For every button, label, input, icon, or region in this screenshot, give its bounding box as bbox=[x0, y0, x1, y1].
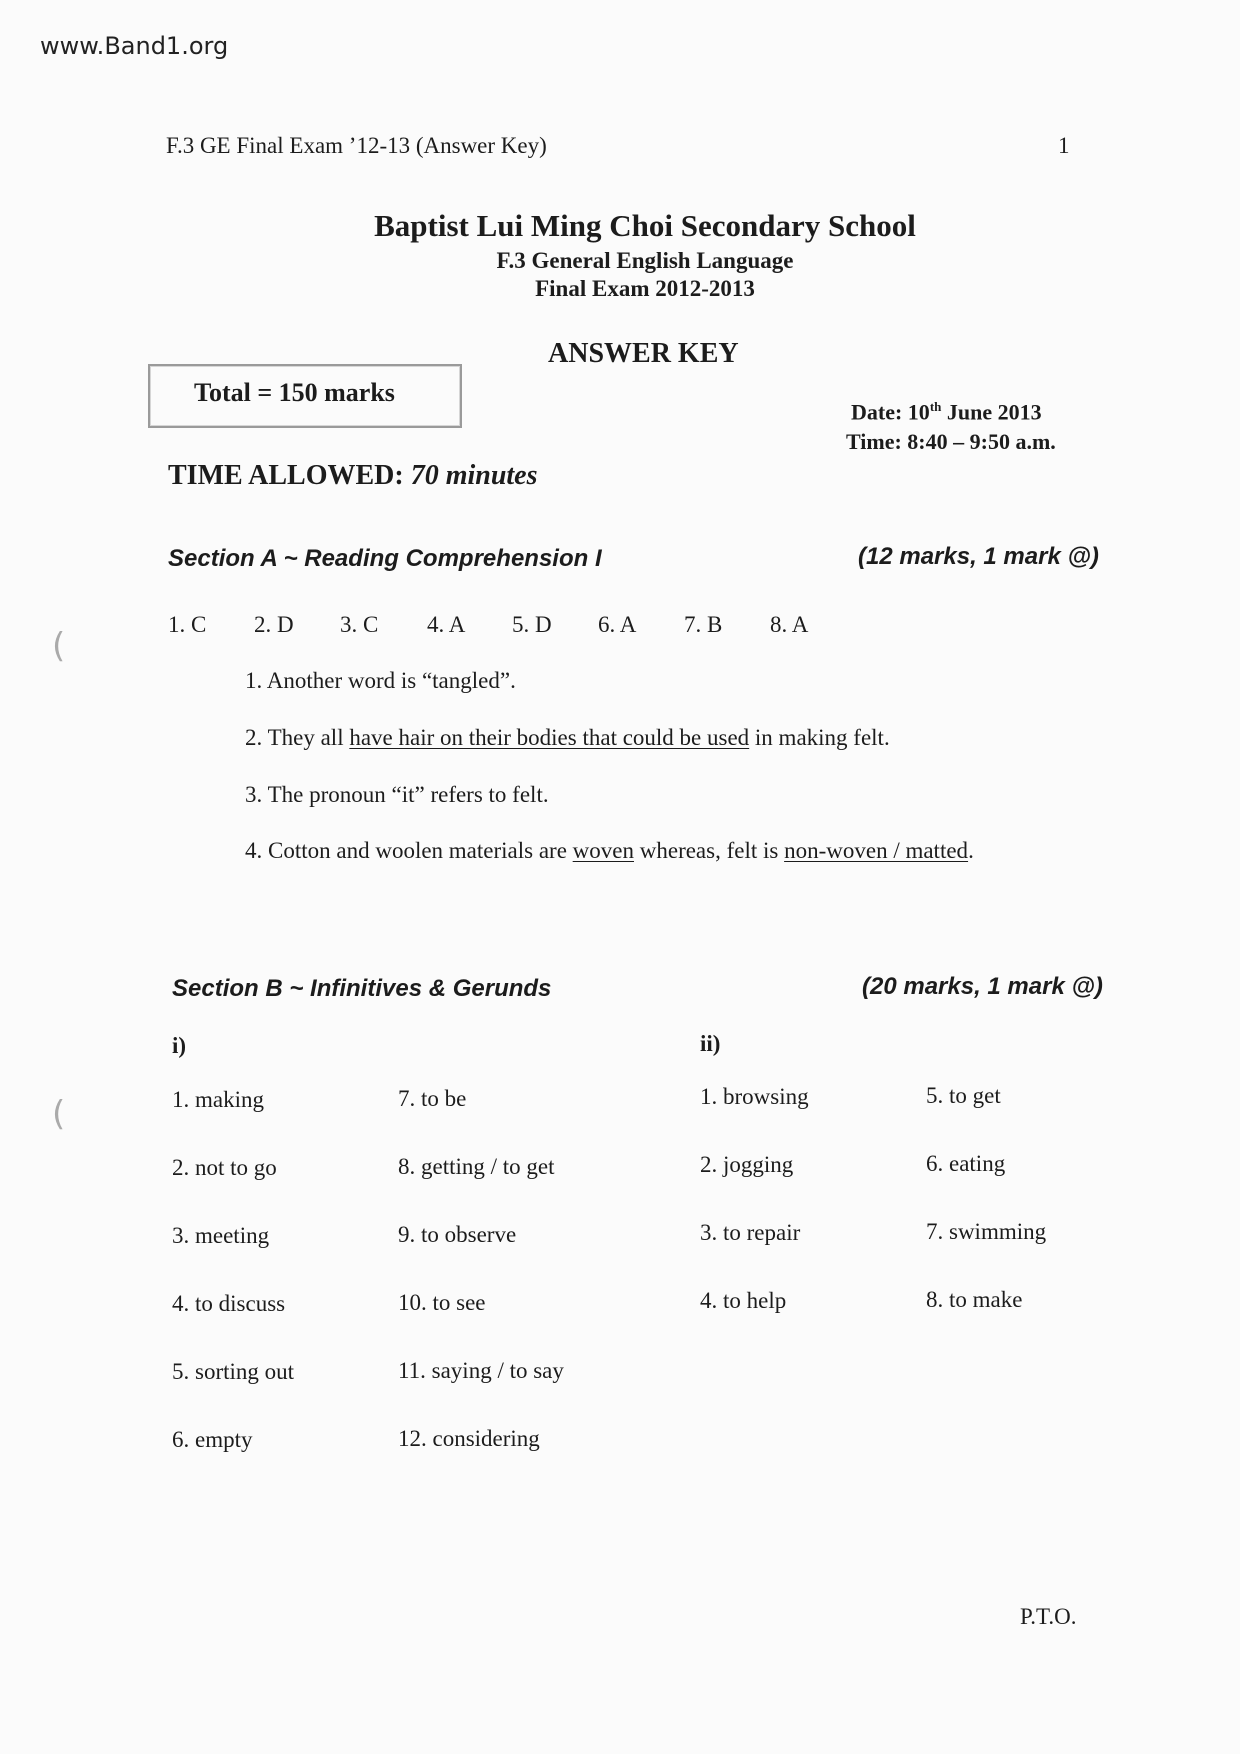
gerund-answer: 12. considering bbox=[398, 1426, 540, 1451]
gerund-answer: 8. getting / to get bbox=[398, 1154, 555, 1179]
gerund-answer: 4. to help bbox=[700, 1288, 787, 1313]
answer-text: . bbox=[968, 838, 974, 863]
subject-title: F.3 General English Language bbox=[496, 248, 794, 273]
section-b-title: Section B ~ Infinitives & Gerunds bbox=[172, 975, 552, 1002]
time-allowed-value: 70 minutes bbox=[410, 460, 538, 491]
date-prefix: Date: 10 bbox=[851, 399, 930, 425]
gerund-answer: 6. eating bbox=[926, 1151, 1006, 1176]
exam-time: Time: 8:40 – 9:50 a.m. bbox=[846, 429, 1056, 454]
running-header: F.3 GE Final Exam ’12-13 (Answer Key) bbox=[166, 133, 547, 158]
gerund-answer: 7. to be bbox=[398, 1086, 467, 1111]
gerund-answer: 7. swimming bbox=[926, 1219, 1047, 1244]
underlined-answer: woven bbox=[572, 838, 634, 863]
mc-answer: 4. A bbox=[427, 612, 466, 637]
school-name: Baptist Lui Ming Choi Secondary School bbox=[374, 208, 916, 243]
short-answer-4 bbox=[245, 838, 974, 864]
part-ii-label: ii) bbox=[700, 1031, 721, 1056]
section-b-marks: (20 marks, 1 mark @) bbox=[862, 973, 1103, 1000]
gerund-answer: 9. to observe bbox=[398, 1222, 517, 1247]
gerund-answer: 3. to repair bbox=[700, 1220, 801, 1245]
answer-text: in making felt. bbox=[749, 725, 890, 750]
exam-title: Final Exam 2012-2013 bbox=[535, 276, 755, 301]
section-a-marks: (12 marks, 1 mark @) bbox=[858, 543, 1099, 570]
short-answer-3: 3. The pronoun “it” refers to felt. bbox=[245, 782, 549, 807]
answer-text: 2. They all bbox=[245, 725, 350, 750]
mc-answer: 8. A bbox=[770, 612, 809, 637]
gerund-answer: 1. making bbox=[172, 1087, 264, 1112]
gerund-answer: 2. jogging bbox=[700, 1152, 794, 1177]
time-allowed-label: TIME ALLOWED: bbox=[168, 460, 404, 491]
mc-answer: 2. D bbox=[254, 612, 294, 637]
total-marks: Total = 150 marks bbox=[194, 378, 395, 407]
page-number: 1 bbox=[1058, 133, 1070, 158]
mc-answer: 5. D bbox=[512, 612, 552, 637]
answer-text: 4. Cotton and woolen materials are bbox=[245, 838, 573, 863]
short-answer-2 bbox=[245, 725, 890, 751]
gerund-answer: 8. to make bbox=[926, 1287, 1023, 1312]
gerund-answer: 5. to get bbox=[926, 1083, 1001, 1108]
mc-answer: 3. C bbox=[340, 612, 379, 637]
time-allowed bbox=[168, 460, 538, 492]
gerund-answer: 4. to discuss bbox=[172, 1291, 286, 1316]
gerund-answer: 5. sorting out bbox=[172, 1359, 295, 1384]
gerund-answer: 10. to see bbox=[398, 1290, 486, 1315]
mc-answer: 7. B bbox=[684, 612, 723, 637]
gerund-answer: 1. browsing bbox=[700, 1084, 809, 1109]
underlined-answer: non-woven / matted bbox=[784, 838, 969, 863]
watermark: www.Band1.org bbox=[40, 32, 229, 60]
pto-footer: P.T.O. bbox=[1020, 1604, 1077, 1629]
answer-key-heading: ANSWER KEY bbox=[548, 338, 739, 369]
short-answer-1: 1. Another word is “tangled”. bbox=[245, 668, 516, 693]
date-suffix: June 2013 bbox=[941, 399, 1042, 425]
hole-punch-mark: ( bbox=[52, 626, 66, 666]
gerund-answer: 2. not to go bbox=[172, 1155, 277, 1180]
underlined-answer: have hair on their bodies that could be used bbox=[349, 725, 750, 750]
mc-answer: 1. C bbox=[168, 612, 207, 637]
gerund-answer: 11. saying / to say bbox=[398, 1358, 564, 1383]
section-a-title: Section A ~ Reading Comprehension I bbox=[168, 545, 602, 572]
mc-answer: 6. A bbox=[598, 612, 637, 637]
exam-date bbox=[851, 399, 1042, 425]
part-i-label: i) bbox=[172, 1033, 187, 1058]
gerund-answer: 6. empty bbox=[172, 1427, 253, 1452]
hole-punch-mark: ( bbox=[52, 1094, 66, 1134]
answer-text: whereas, felt is bbox=[634, 838, 785, 863]
date-ordinal: th bbox=[929, 399, 942, 414]
gerund-answer: 3. meeting bbox=[172, 1223, 270, 1248]
